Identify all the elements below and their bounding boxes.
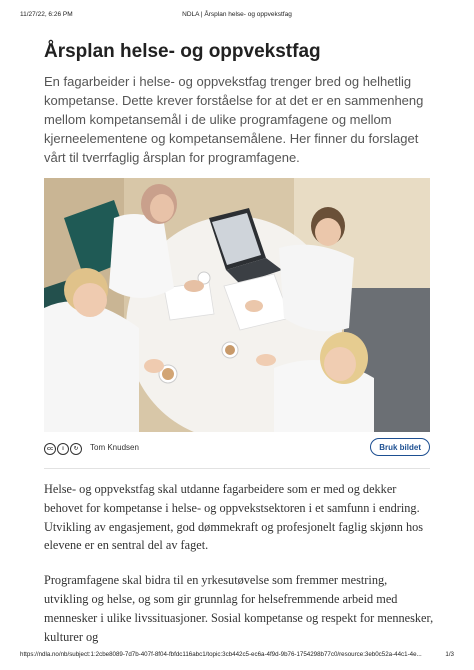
- image-credit-row: [44, 438, 430, 460]
- page-title: Årsplan helse- og oppvekstfag: [44, 41, 321, 62]
- license-icons: [44, 443, 82, 455]
- print-datetime: 11/27/22, 6:26 PM: [20, 11, 73, 18]
- image-author: Tom Knudsen: [90, 443, 139, 452]
- sa-icon[interactable]: ↻: [70, 443, 82, 455]
- article-body: [44, 480, 434, 662]
- print-header: [20, 8, 454, 22]
- print-page-title: NDLA | Årsplan helse- og oppvekstfag: [182, 11, 292, 18]
- body-paragraph: Programfagene skal bidra til en yrkesutøvelse som fremmer mestring, utvikling og helse, og som gir grunnlag for helsefremmende arbeid med mennesker i ulike livssituasjoner. Sosial kompetanse og respekt for mennesker, kulturer og: [44, 573, 434, 644]
- article-photo: [44, 178, 430, 432]
- page-indicator: 1/3: [445, 651, 454, 658]
- article-header: [44, 40, 430, 167]
- print-footer: [20, 651, 454, 663]
- print-url: https://ndla.no/nb/subject:1:2cbe8089-7d7b-407f-8f04-fbfdc116abc1/topic:3cb442c5-ec6a-4f9d-9b76-1754298b77c0/resource:3eb0c52a-44c1-4e...: [20, 651, 422, 658]
- cc-icon[interactable]: cc: [44, 443, 56, 455]
- divider: [44, 468, 430, 469]
- article-lead: En fagarbeider i helse- og oppvekstfag trenger bred og helhetlig kompetanse. Dette krever forståelse for at det er en sammenheng mellom kompetansemål i de ulike programfagene og mellom kjerneelementene og kompetansemålene. Her finner du forslaget vårt til tverrfaglig årsplan for programfagene.: [44, 74, 424, 165]
- use-image-button[interactable]: Bruk bildet: [370, 438, 430, 456]
- body-paragraph: Helse- og oppvekstfag skal utdanne fagarbeidere som er med og dekker behovet for kompetanse i helse- og oppvekstsektoren i et samfunn i endring. Utvikling av engasjement, god dømmekraft og profesjonelt faglig skjønn hos elevene er en sentral del av faget.: [44, 482, 424, 553]
- by-icon[interactable]: i: [57, 443, 69, 455]
- photo-students-at-table: [44, 178, 430, 432]
